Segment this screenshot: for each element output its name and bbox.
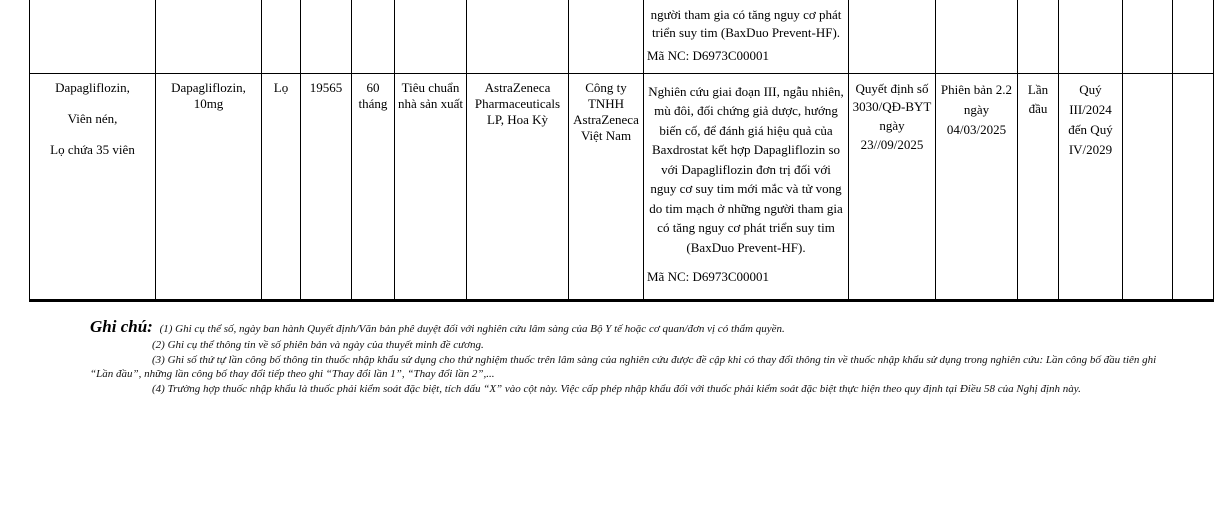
study-description: Nghiên cứu giai đoạn III, ngẫu nhiên, mù đôi, đối chứng giả dược, hướng biến cố, để đánh giá hiệu quả của Baxdrostat kết hợp Dapagliflozin so với Dapagliflozin đơn trị đối với nguy cơ suy tim mới mắc và tử vong do tim mạch ở những người tham gia có tăng nguy cơ phát triển suy tim (BaxDuo Prevent-HF). — [648, 83, 844, 255]
empty-cell — [569, 0, 644, 73]
continuation-study-text: người tham gia có tăng nguy cơ phát triển suy tim (BaxDuo Prevent-HF). — [650, 7, 842, 40]
shelf-life-cell: 60 tháng — [352, 73, 395, 300]
notes-label: Ghi chú: — [90, 317, 153, 336]
empty-cell — [1173, 0, 1214, 73]
footnote-2: (2) Ghi cụ thể thông tin về số phiên bản và ngày của thuyết minh đề cương. — [152, 339, 484, 352]
footnote-3: (3) Ghi số thứ tự lần công bố thông tin thuốc nhập khẩu sử dụng cho thử nghiệm thuốc trên lâm sàng của nghiên cứu được đề cập khi có thay đổi thông tin về thuốc nhập khẩu sử dụng trong nghiên cứu: Lần công bố đầu tiên ghi “Lần đầu”, những lần công bố thay đổi tiếp theo ghi “Thay đổi lần 1”, “Thay đổi lần 2”,... — [90, 353, 1157, 381]
quality-standard-line1: Tiêu chuẩn — [401, 79, 460, 95]
footnotes-block — [90, 316, 1168, 397]
empty-cell — [395, 0, 467, 73]
controlled-drug-cell — [1123, 73, 1173, 300]
study-code: Mã NC: D6973C00001 — [647, 269, 770, 284]
quantity-cell: 19565 — [301, 73, 352, 300]
continuation-study-code: Mã NC: D6973C00001 — [647, 47, 770, 63]
empty-cell — [936, 0, 1018, 73]
publication-order-cell: Lần đầu — [1018, 73, 1059, 300]
footnote-4: (4) Trường hợp thuốc nhập khẩu là thuốc phải kiểm soát đặc biệt, tích dấu “X” vào cột này. Việc cấp phép nhập khẩu đối với thuốc phải kiểm soát đặc biệt thực hiện theo quy định tại Điều 58 của Nghị định này. — [152, 382, 1081, 395]
extra-empty-cell — [1173, 73, 1214, 300]
footnote-line-1 — [90, 316, 1168, 338]
approval-decision-cell: Quyết định số 3030/QĐ-BYT ngày 23//09/2025 — [849, 73, 936, 300]
dapagliflozin-row — [30, 73, 1214, 300]
drug-import-table — [29, 0, 1214, 302]
packaging: Lọ chứa 35 viên — [50, 141, 135, 157]
empty-cell — [849, 0, 936, 73]
empty-cell — [156, 0, 262, 73]
empty-cell — [1123, 0, 1173, 73]
dosage-form: Viên nén, — [67, 110, 118, 126]
previous-row-continuation — [30, 0, 1214, 73]
empty-cell — [352, 0, 395, 73]
drug-name-cell — [30, 73, 156, 300]
active-ingredient-cell: Dapagliflozin, 10mg — [156, 73, 262, 300]
protocol-version-cell: Phiên bản 2.2 ngày 04/03/2025 — [936, 73, 1018, 300]
drug-name: Dapagliflozin, — [55, 79, 130, 95]
importer-cell: Công ty TNHH AstraZeneca Việt Nam — [569, 73, 644, 300]
manufacturer-cell: AstraZeneca Pharmaceuticals LP, Hoa Kỳ — [467, 73, 569, 300]
quality-standard-line2: nhà sản xuất — [398, 95, 463, 111]
empty-cell — [262, 0, 301, 73]
empty-cell — [1018, 0, 1059, 73]
study-description-cell — [644, 73, 849, 300]
quality-standard-cell — [395, 73, 467, 300]
empty-cell — [1059, 0, 1123, 73]
footnote-1: (1) Ghi cụ thể số, ngày ban hành Quyết định/Văn bản phê duyệt đối với nghiên cứu lâm sàng của Bộ Y tế hoặc cơ quan/đơn vị có thẩm quyền. — [159, 323, 785, 335]
unit-cell: Lọ — [262, 73, 301, 300]
empty-cell — [301, 0, 352, 73]
study-period-cell: Quý III/2024 đến Quý IV/2029 — [1059, 73, 1123, 300]
continuation-study-description-cell — [644, 0, 849, 73]
empty-cell — [30, 0, 156, 73]
empty-cell — [467, 0, 569, 73]
